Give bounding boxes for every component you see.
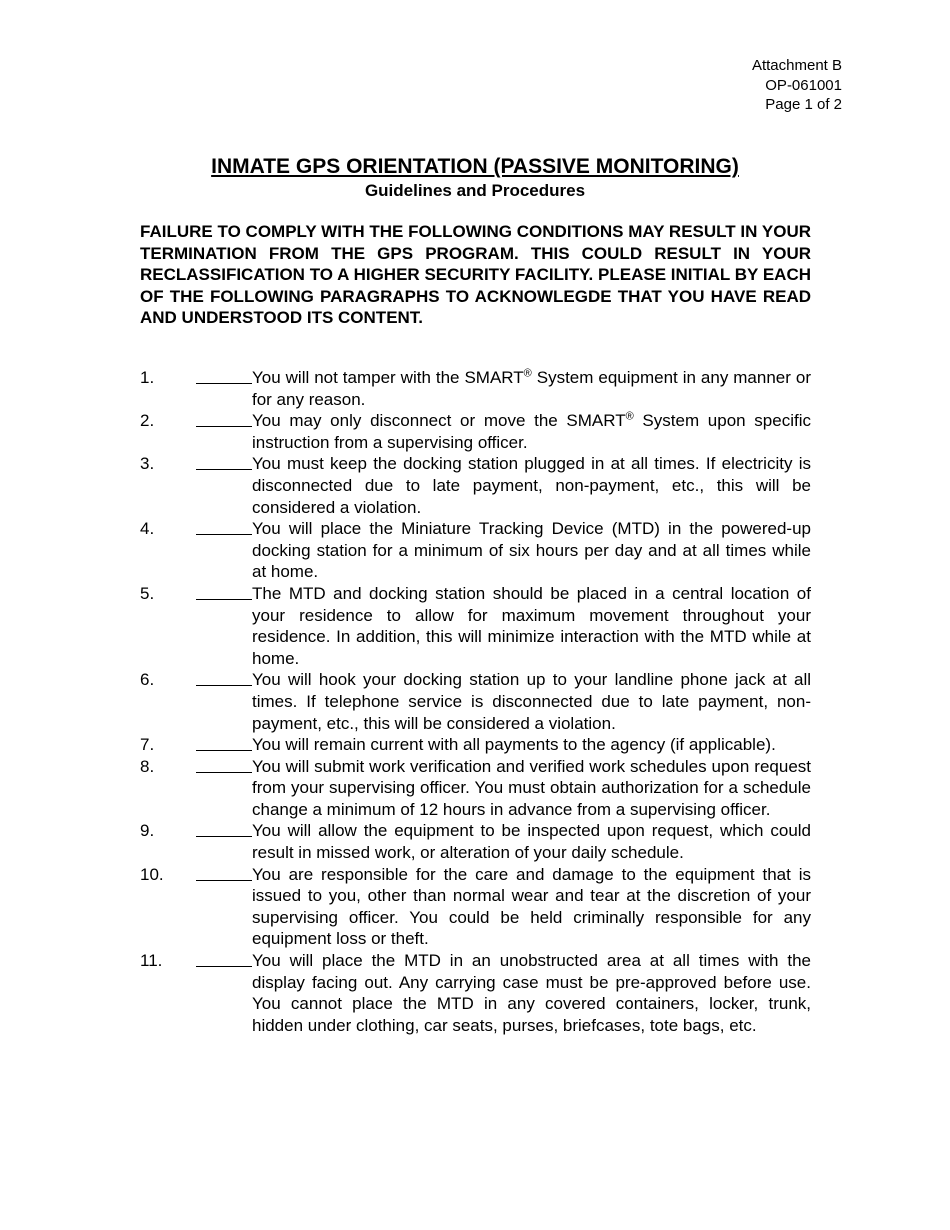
condition-item-3 (140, 453, 811, 518)
attachment-label: Attachment B (751, 57, 842, 74)
item-number: 11. (140, 951, 163, 971)
condition-item-4 (140, 518, 811, 583)
item-text: You will submit work verification and verified work schedules upon request from your supervising officer. You must obtain authorization for a schedule change a minimum of 12 hours in advance from a supervising officer. (252, 756, 811, 819)
item-text: You will place the Miniature Tracking Device (MTD) in the powered-up docking station for a minimum of six hours per day and at all times while at home. (252, 519, 811, 582)
initial-line[interactable] (196, 410, 252, 427)
item-text: You will hook your docking station up to your landline phone jack at all times. If telephone service is disconnected due to late payment, non-payment, etc., this will be considered a violation. (252, 670, 811, 733)
condition-item-9 (140, 820, 811, 863)
page-indicator: Page 1 of 2 (765, 96, 842, 113)
initial-line[interactable] (196, 583, 252, 600)
condition-item-10 (140, 864, 811, 950)
item-number: 9. (140, 821, 155, 841)
initial-line[interactable] (196, 518, 252, 535)
item-number: 3. (140, 454, 155, 474)
condition-item-6 (140, 669, 811, 734)
initial-line[interactable] (196, 820, 252, 837)
item-text: You will remain current with all payments to the agency (if applicable). (252, 735, 776, 755)
item-text: The MTD and docking station should be placed in a central location of your residence to allow for maximum movement throughout your residence. In addition, this will minimize interaction with the MTD while at home. (252, 583, 811, 668)
initial-line[interactable] (196, 734, 252, 751)
initial-line[interactable] (196, 864, 252, 881)
item-text: You must keep the docking station plugged in at all times. If electricity is disconnected due to late payment, non-payment, etc., this will be considered a violation. (252, 454, 811, 517)
item-number: 1. (140, 368, 155, 387)
conditions-list (140, 367, 811, 1036)
item-number: 10. (140, 864, 164, 884)
document-subtitle: Guidelines and Procedures (364, 181, 586, 200)
condition-item-11 (140, 950, 811, 1036)
registered-mark: ® (523, 367, 532, 380)
item-text: You may only disconnect or move the SMART® System upon specific instruction from a supervising officer. (252, 410, 811, 452)
document-title: INMATE GPS ORIENTATION (PASSIVE MONITORING) (211, 155, 739, 178)
item-text: You will place the MTD in an unobstructed area at all times with the display facing out. Any carrying case must be pre-approved before use. You cannot place the MTD in any covered containers, locker, trunk, hidden under clothing, car seats, purses, briefcases, tote bags, etc. (252, 951, 811, 1035)
condition-item-5 (140, 583, 811, 669)
condition-item-1 (140, 367, 811, 410)
initial-line[interactable] (196, 950, 252, 967)
initial-line[interactable] (196, 367, 252, 384)
item-number: 4. (140, 519, 155, 539)
condition-item-2 (140, 410, 811, 453)
item-number: 8. (140, 756, 155, 776)
item-number: 6. (140, 670, 155, 690)
document-number: OP-061001 (765, 76, 842, 94)
registered-mark: ® (625, 410, 634, 423)
item-text: You will allow the equipment to be inspected upon request, which could result in missed work, or alteration of your daily schedule. (252, 821, 811, 863)
initial-line[interactable] (196, 669, 252, 686)
compliance-warning: FAILURE TO COMPLY WITH THE FOLLOWING CONDITIONS MAY RESULT IN YOUR TERMINATION FROM THE GPS PROGRAM. THIS COULD RESULT IN YOUR RECLASSIFICATION TO A HIGHER SECURITY FACILITY. PLEASE INITIAL BY EACH OF THE FOLLOWING PARAGRAPHS TO ACKNOWLEGDE THAT YOU HAVE READ AND UNDERSTOOD ITS CONTENT. (140, 222, 811, 328)
condition-item-8 (140, 756, 811, 821)
item-text: You will not tamper with the SMART® System equipment in any manner or for any reason. (252, 367, 811, 409)
item-text: You are responsible for the care and damage to the equipment that is issued to you, other than normal wear and tear at the discretion of your supervising officer. You could be held criminally responsible for any equipment loss or theft. (252, 864, 811, 949)
initial-line[interactable] (196, 453, 252, 470)
item-number: 2. (140, 411, 155, 431)
document-header (752, 56, 842, 115)
item-number: 5. (140, 583, 155, 603)
initial-line[interactable] (196, 756, 252, 773)
item-number: 7. (140, 735, 155, 755)
condition-item-7 (140, 734, 811, 756)
